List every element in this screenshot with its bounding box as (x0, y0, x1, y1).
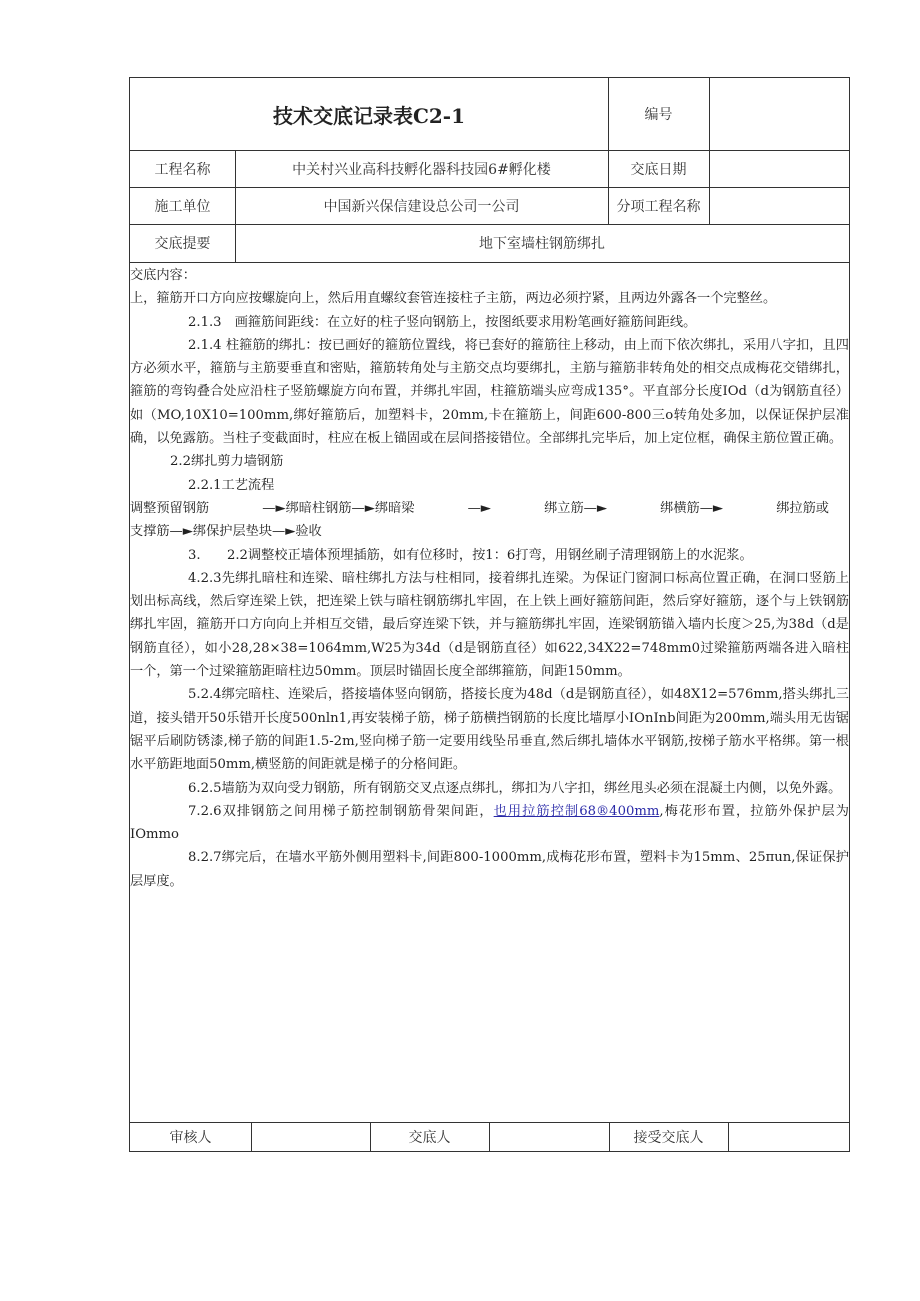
flow-step: —►绑暗柱钢筋—►绑暗梁 (262, 500, 415, 516)
number-value[interactable] (709, 78, 849, 150)
project-name-label: 工程名称 (154, 161, 211, 178)
flow-step: 调整预留钢筋 (130, 500, 210, 516)
process-flow-continued: 支撑筋—►绑保护层垫块—►验收 (130, 524, 322, 540)
content-paragraph (130, 800, 849, 847)
paragraph-text: 7.2.6双排钢筋之间用梯子筋控制钢筋骨架间距， (188, 803, 494, 819)
number-label: 编号 (644, 107, 673, 123)
summary-value: 地下室墙柱钢筋绑扎 (479, 236, 605, 252)
flow-step: 绑立筋—► (544, 500, 608, 516)
date-value[interactable] (709, 150, 849, 187)
content-paragraph: 6.2.5墙筋为双向受力钢筋，所有钢筋交叉点逐点绑扎，绑扣为八字扣，绑丝甩头必须在混凝土内侧，以免外露。 (188, 780, 842, 796)
contractor-value: 中国新兴保信建设总公司一公司 (323, 198, 520, 215)
project-name-value: 中关村兴业高科技孵化器科技园6#孵化楼 (292, 161, 551, 178)
discloser-label: 交底人 (408, 1130, 451, 1146)
receiver-label: 接受交底人 (633, 1130, 704, 1146)
reviewer-label: 审核人 (169, 1130, 212, 1146)
subsection-heading: 2.2.1工艺流程 (188, 477, 275, 493)
process-flow (130, 497, 849, 520)
date-label: 交底日期 (630, 161, 687, 178)
discloser-signature[interactable] (489, 1122, 609, 1152)
disclosure-content (130, 264, 849, 893)
receiver-signature[interactable] (728, 1122, 849, 1152)
flow-step: 绑拉筋或 (776, 500, 829, 516)
paragraph-text: ,梅花形布置，拉筋外保护层为IOmmo (130, 803, 849, 843)
content-paragraph: 2.1.4 柱箍筋的绑扎：按已画好的箍筋位置线，将已套好的箍筋往上移动，由上而下依次绑扎，采用八字扣，且四方必须水平，箍筋与主筋要垂直和密贴，箍筋转角处与主筋交点均要绑扎，主筋与箍筋非转角处的相交点成梅花交错绑扎，箍筋的弯钩叠合处应沿柱子竖筋螺旋方向布置，并绑扎牢固，柱箍筋端头应弯成135°。平直部分长度IOd（d为钢筋直径）如（MO,10X10=100mm,绑好箍筋后，加塑料卡，20mm,卡在箍筋上，间距600-800三o转角处多加，以保证保护层准确，以免露筋。当柱子变截面时，柱应在板上锚固或在层间搭接错位。全部绑扎完毕后，加上定位框，确保主筋位置正确。 (130, 337, 849, 447)
hyperlink-text[interactable]: 也用拉筋控制68®400mm (493, 803, 660, 819)
content-paragraph: 5.2.4绑完暗柱、连梁后，搭接墙体竖向钢筋，搭接长度为48d（d是钢筋直径），如48X12=576mm,搭头绑扎三道，接头错开50乐错开长度500nln1,再安装梯子筋，梯子筋横挡钢筋的长度比墙厚小IOnInb间距为200mm,端头用无齿锯锯平后刷防锈漆,梯子筋的间距1.5-2m,竖向梯子筋一定要用线坠吊垂直,然后绑扎墙体水平钢筋,按梯子筋水平格绑。第一根水平筋距地面50mm,横竖筋的间距就是梯子的分格间距。 (130, 687, 849, 773)
content-paragraph: 3. 2.2调整校正墙体预埋插筋，如有位移时，按1：6打弯，用钢丝刷子清理钢筋上的水泥浆。 (188, 547, 753, 563)
disclosure-record-table (129, 77, 850, 1152)
form-title: 技术交底记录表C2-1 (272, 103, 466, 128)
content-paragraph: 4.2.3先绑扎暗柱和连梁、暗柱绑扎方法与柱相同，接着绑扎连梁。为保证门窗洞口标高位置正确，在洞口竖筋上划出标高线，然后穿连梁上铁，把连梁上铁与暗柱钢筋绑扎牢固，在上铁上画好箍筋间距，然后穿好箍筋，逐个与上铁钢筋绑扎牢固，箍筋开口方向向上并相互交错，最后穿连梁下铁，并与箍筋绑扎牢固，连梁钢筋锚入墙内长度＞25,为38d（d是钢筋直径），如小28,28×38=1064mm,W25为34d（d是钢筋直径）如622,34X22=748mm0过梁箍筋两端各进入暗柱一个，第一个过梁箍筋距暗柱边50mm。顶层时锚固长度全部绑箍筋，间距150mm。 (130, 570, 849, 680)
content-paragraph: 上，箍筋开口方向应按螺旋向上，然后用直螺纹套管连接柱子主筋，两边必须拧紧，且两边外露各一个完整丝。 (130, 291, 777, 307)
row-divider (130, 262, 849, 263)
sub-project-label: 分项工程名称 (616, 198, 701, 215)
contractor-label: 施工单位 (154, 198, 211, 215)
content-paragraph: 2.1.3 画箍筋间距线：在立好的柱子竖向钢筋上，按图纸要求用粉笔画好箍筋间距线。 (188, 314, 697, 330)
section-heading: 2.2绑扎剪力墙钢筋 (170, 454, 284, 470)
summary-label: 交底提要 (154, 236, 211, 252)
content-paragraph: 8.2.7绑完后，在墙水平筋外侧用塑料卡,间距800-1000mm,成梅花形布置，塑料卡为15mm、25πun,保证保护层厚度。 (130, 850, 849, 889)
sub-project-value[interactable] (709, 187, 849, 224)
flow-step: —► (467, 500, 491, 516)
content-heading: 交底内容： (130, 268, 196, 283)
reviewer-signature[interactable] (251, 1122, 370, 1152)
flow-step: 绑横筋—► (660, 500, 724, 516)
